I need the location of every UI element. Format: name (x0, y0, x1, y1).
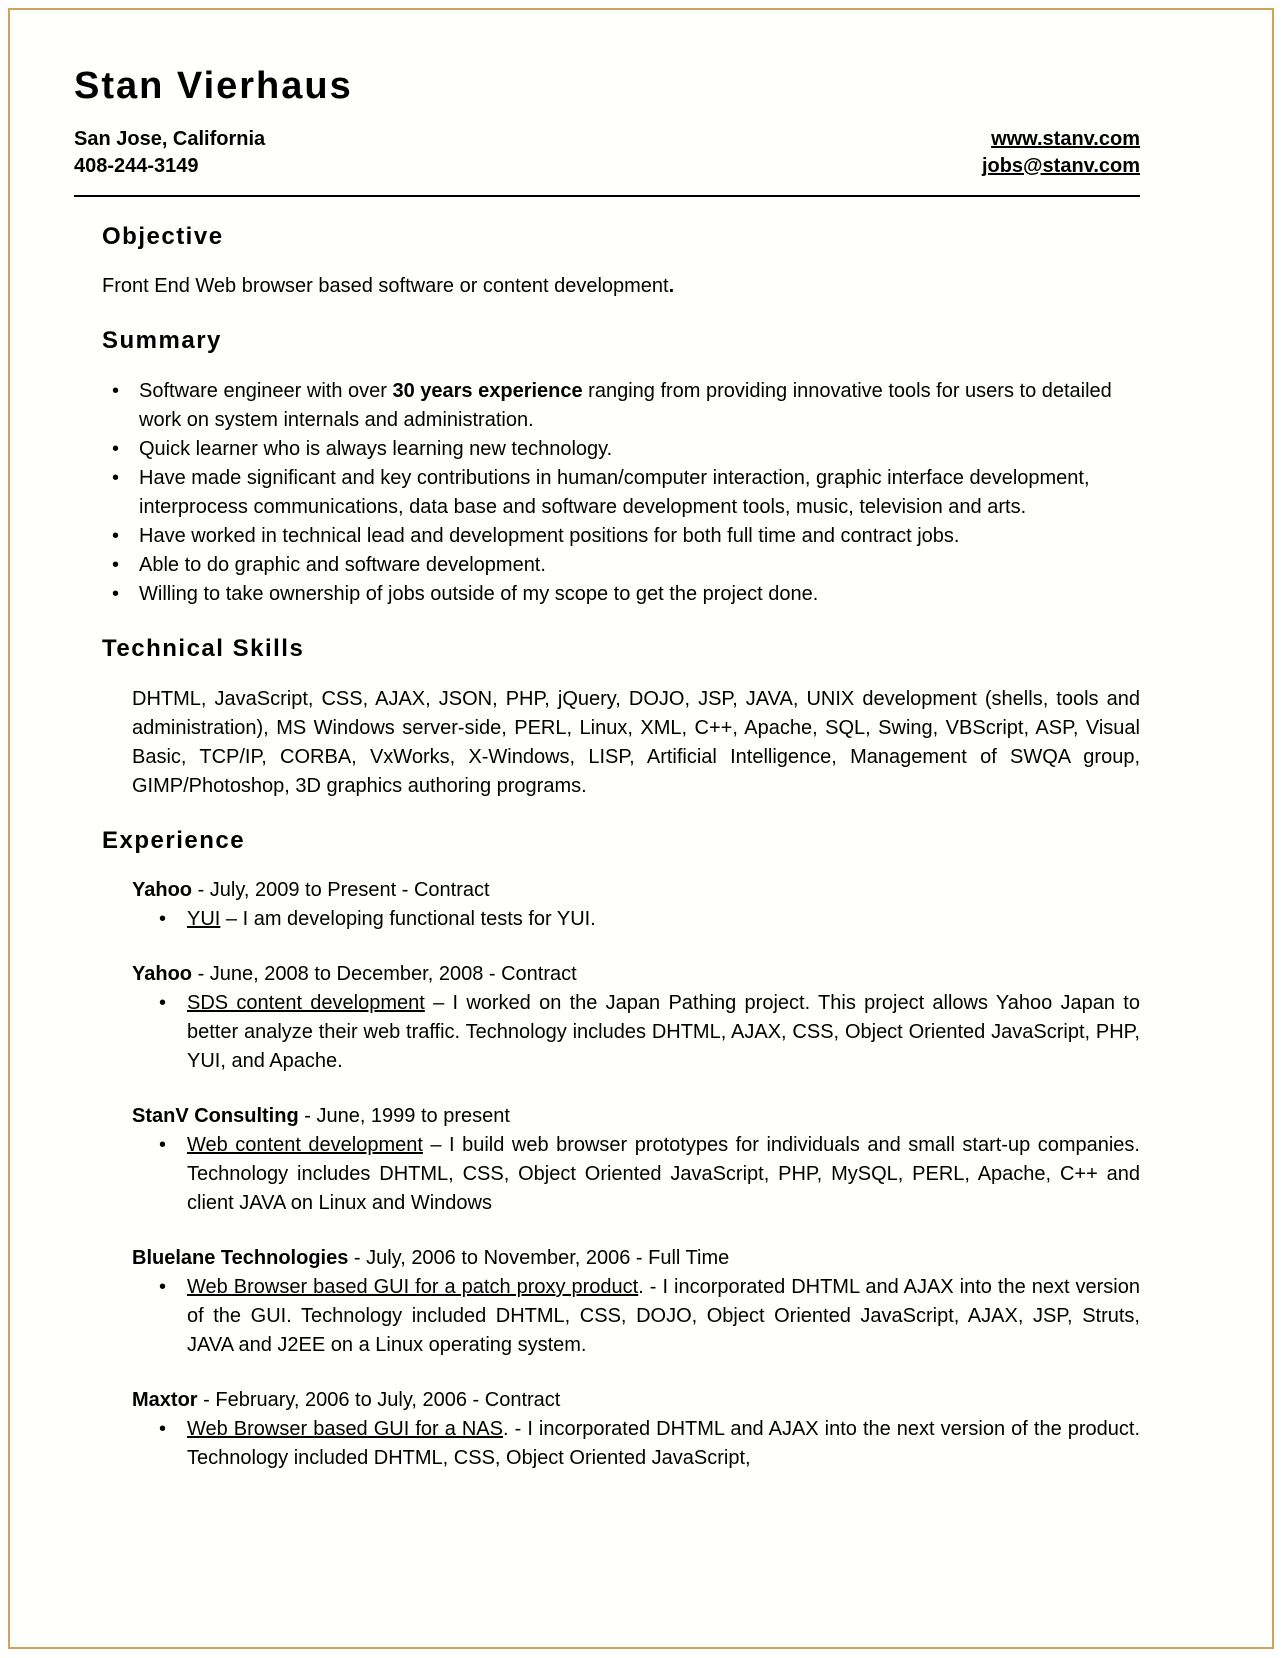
experience-heading: Experience (102, 826, 246, 854)
section-objective (102, 223, 1140, 302)
summary-item: • Quick learner who is always learning new technology. (102, 435, 1140, 464)
job-dates: - July, 2009 to Present - Contract (192, 879, 490, 902)
summary-item: • Willing to take ownership of jobs outside of my scope to get the project done. (102, 580, 1140, 609)
job-description: I incorporated DHTML and AJAX into the next version of the GUI. Technology included DHTML, CSS, DOJO, Object Oriented JavaScript, AJAX, JSP, Struts, JAVA and J2EE on a Linux operating system. (187, 1276, 1140, 1357)
job-bullet (132, 1273, 1140, 1360)
objective-period: . (668, 275, 675, 298)
job-bullet (132, 989, 1140, 1076)
resume-header (74, 66, 1140, 197)
summary-list (102, 377, 1140, 609)
person-name: Stan Vierhaus (74, 65, 353, 107)
job-description: I incorporated DHTML and AJAX into the next version of the product. Technology included DHTML, CSS, Object Oriented JavaScript, (187, 1418, 1140, 1470)
job-bullet (132, 905, 1140, 934)
job-entry (132, 960, 1140, 1076)
project-link[interactable]: SDS content development (187, 992, 425, 1015)
project-link[interactable]: Web Browser based GUI for a patch proxy product (187, 1276, 639, 1299)
page-frame (8, 8, 1274, 1649)
resume-document (10, 10, 1272, 1473)
project-link[interactable]: Web Browser based GUI for a NAS (187, 1418, 503, 1441)
job-entry (132, 876, 1140, 934)
company-name: Yahoo (132, 879, 193, 902)
job-entry (132, 1102, 1140, 1218)
job-bullet-list (132, 989, 1140, 1076)
project-link[interactable]: YUI (187, 908, 221, 931)
objective-heading: Objective (102, 222, 224, 250)
job-header (132, 1102, 1140, 1131)
section-technical-skills (102, 635, 1140, 801)
company-name: Maxtor (132, 1389, 198, 1412)
job-description: I worked on the Japan Pathing project. This project allows Yahoo Japan to better analyze their web traffic. Technology includes DHTML, AJAX, CSS, Object Oriented JavaScript, PHP, YUI, and Apache. (187, 992, 1140, 1073)
contact-right (982, 126, 1140, 180)
email-link[interactable]: jobs@stanv.com (981, 154, 1140, 177)
job-separator: – (424, 992, 453, 1015)
phone-number: 408-244-3149 (74, 154, 199, 177)
summary-item-bold: 30 years experience (392, 379, 583, 402)
job-bullet-list (132, 905, 1140, 934)
job-header (132, 1386, 1140, 1415)
header-divider (74, 195, 1140, 197)
technical-skills-text: DHTML, JavaScript, CSS, AJAX, JSON, PHP, jQuery, DOJO, JSP, JAVA, UNIX development (shells, tools and administration), MS Windows server-side, PERL, Linux, XML, C++, Apache, SQL, Swing, VBScript, ASP, Visual Basic, TCP/IP, CORBA, VxWorks, X-Windows, LISP, Artificial Intelligence, Management of SWQA group, GIMP/Photoshop, 3D graphics authoring programs. (132, 687, 1140, 797)
contact-left (74, 126, 265, 180)
job-separator: . - (503, 1418, 528, 1441)
job-description: I am developing functional tests for YUI. (242, 908, 596, 931)
summary-item: • Have worked in technical lead and development positions for both full time and contract jobs. (102, 522, 1140, 551)
job-header (132, 1244, 1140, 1273)
summary-heading: Summary (102, 327, 222, 355)
job-separator: – (422, 1134, 450, 1157)
summary-item: • Able to do graphic and software development. (102, 551, 1140, 580)
website-link[interactable]: www.stanv.com (991, 127, 1140, 150)
job-bullet-list (132, 1273, 1140, 1360)
company-name: StanV Consulting (132, 1105, 299, 1128)
summary-item: • Have made significant and key contributions in human/computer interaction, graphic interface development, interprocess communications, data base and software development tools, music, television and arts. (102, 464, 1140, 522)
job-bullet (132, 1415, 1140, 1473)
job-dates: - February, 2006 to July, 2006 - Contract (197, 1389, 561, 1412)
location-text: San Jose, California (74, 127, 266, 150)
job-dates: - June, 1999 to present (298, 1105, 510, 1128)
company-name: Bluelane Technologies (132, 1247, 349, 1270)
job-dates: - June, 2008 to December, 2008 - Contract (192, 963, 577, 986)
objective-text (102, 272, 1140, 301)
job-header (132, 960, 1140, 989)
job-entry (132, 1386, 1140, 1473)
objective-body: Front End Web browser based software or content development (102, 275, 669, 298)
job-entry (132, 1244, 1140, 1360)
company-name: Yahoo (132, 963, 193, 986)
job-bullet (132, 1131, 1140, 1218)
job-header (132, 876, 1140, 905)
section-summary (102, 327, 1140, 609)
job-separator: . - (638, 1276, 663, 1299)
job-bullet-list (132, 1415, 1140, 1473)
technical-skills-heading: Technical Skills (102, 634, 305, 662)
contact-row (74, 126, 1140, 180)
section-experience (102, 827, 1140, 1474)
summary-item-text: Software engineer with over (139, 379, 393, 402)
summary-item-text: ranging from providing innovative tools for users to detailed work on system internals and administration. (139, 379, 1112, 431)
job-description: I build web browser prototypes for individuals and small start-up companies. Technology includes DHTML, CSS, Object Oriented JavaScript, PHP, MySQL, PERL, Apache, C++ and client JAVA on Linux and Windows (187, 1134, 1140, 1215)
job-separator: – (220, 908, 243, 931)
project-link[interactable]: Web content development (187, 1134, 423, 1157)
job-dates: - July, 2006 to November, 2006 - Full Time (348, 1247, 730, 1270)
job-bullet-list (132, 1131, 1140, 1218)
summary-item (102, 377, 1140, 435)
